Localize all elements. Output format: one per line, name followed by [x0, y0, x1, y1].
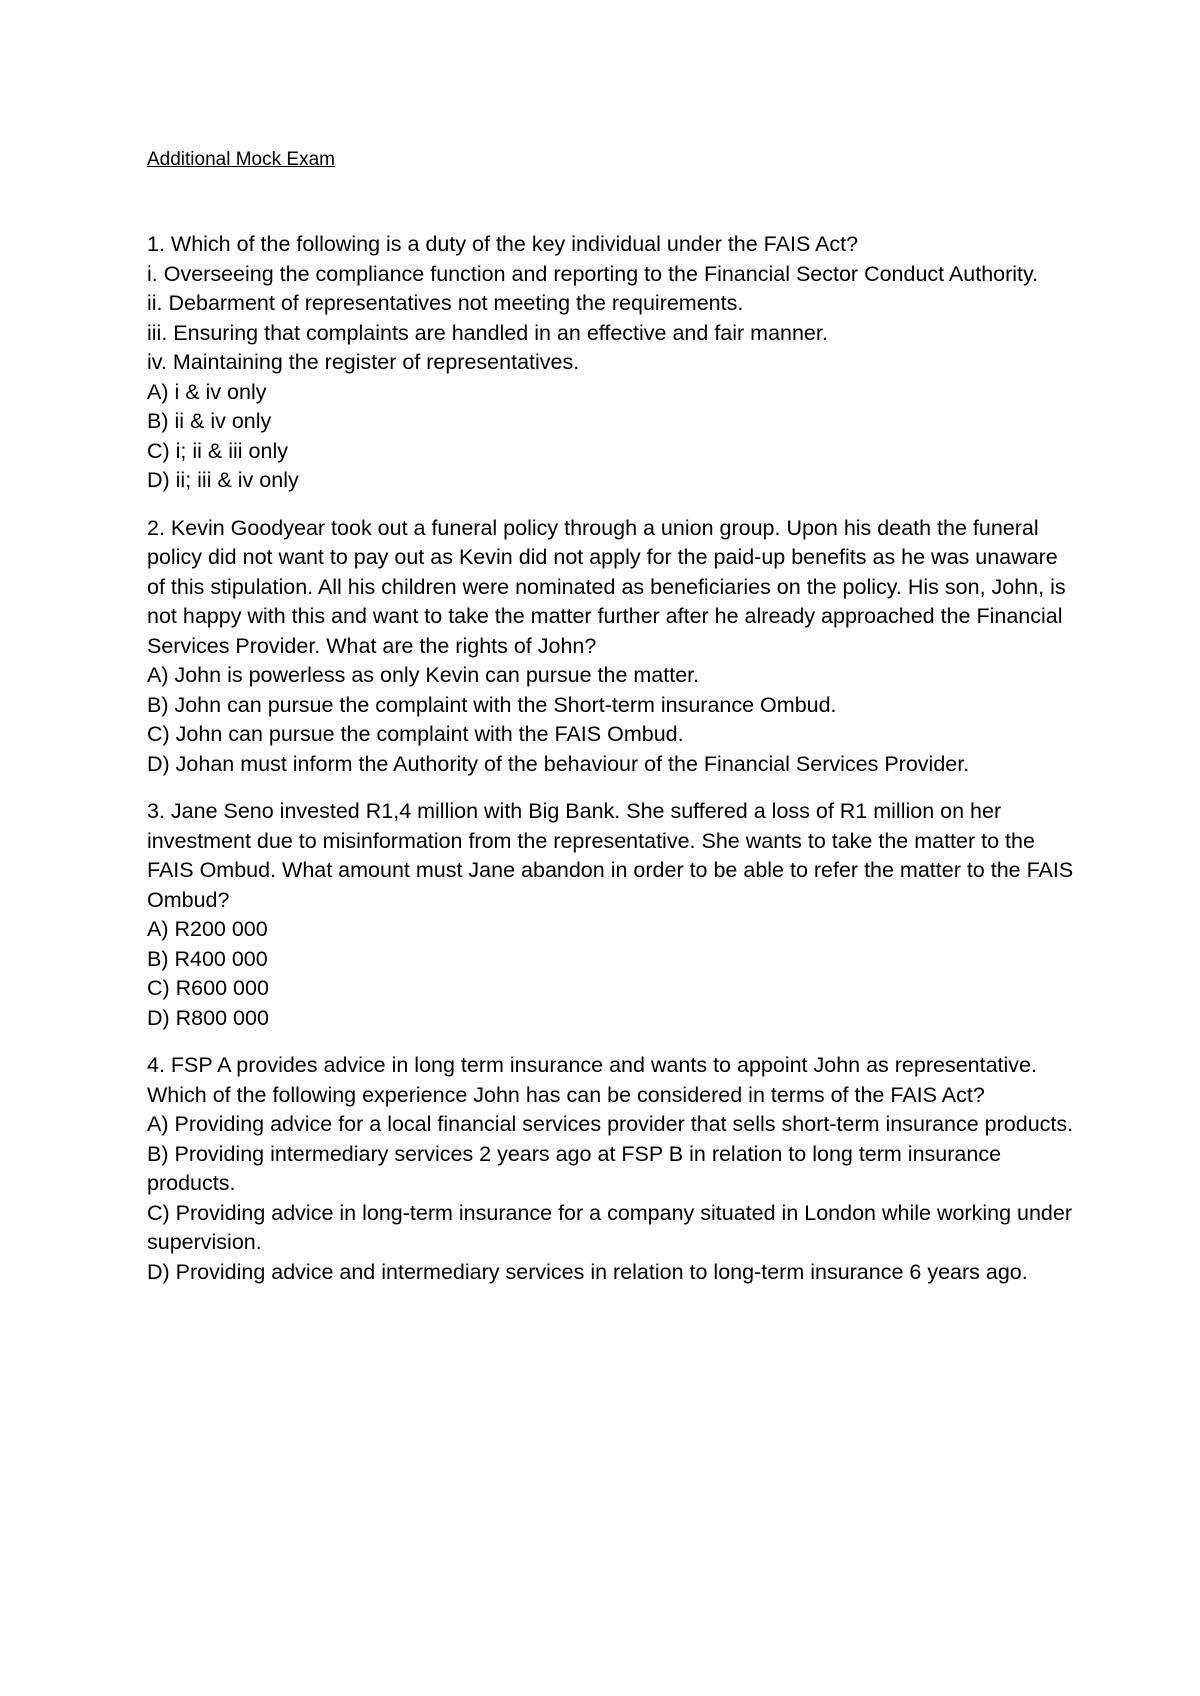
answer-option: A) Providing advice for a local financial services provider that sells short-term insurance products.: [147, 1112, 1074, 1136]
question-text: 4. FSP A provides advice in long term insurance and wants to appoint John as representative. Which of the following experience John has can be considered in terms of the FAIS Act?: [147, 1053, 1037, 1107]
statement-item: iii. Ensuring that complaints are handled in an effective and fair manner.: [147, 320, 828, 345]
answer-option: C) R600 000: [147, 976, 269, 1000]
statement-item: iv. Maintaining the register of representatives.: [147, 350, 580, 374]
document-content: [147, 146, 1077, 1305]
answer-option: D) ii; iii & iv only: [147, 468, 299, 492]
statement-item: ii. Debarment of representatives not meeting the requirements.: [147, 291, 744, 315]
answer-option: A) R200 000: [147, 917, 268, 941]
question-text: 2. Kevin Goodyear took out a funeral policy through a union group. Upon his death the funeral policy did not want to pay out as Kevin did not apply for the paid-up benefits as he was unaware of this stipulation. All his children were nominated as beneficiaries on the policy. His son, John, is not happy with this and want to take the matter further after he already approached the Financial Services Provider. What are the rights of John?: [147, 515, 1066, 658]
answer-option: B) John can pursue the complaint with the Short-term insurance Ombud.: [147, 692, 837, 717]
document-title: Additional Mock Exam: [147, 149, 335, 170]
answer-option: D) R800 000: [147, 1005, 269, 1030]
answer-option: A) i & iv only: [147, 379, 267, 404]
answer-option: D) Johan must inform the Authority of the behaviour of the Financial Services Provider.: [147, 751, 970, 776]
answer-option: B) Providing intermediary services 2 years ago at FSP B in relation to long term insurance products.: [147, 1141, 1002, 1195]
question-4: [147, 1051, 1077, 1287]
question-1: [147, 230, 1077, 496]
question-2: [147, 514, 1077, 780]
answer-option: C) John can pursue the complaint with the FAIS Ombud.: [147, 722, 684, 746]
answer-option: B) ii & iv only: [147, 409, 272, 433]
answer-option: B) R400 000: [147, 946, 268, 971]
question-3: [147, 797, 1077, 1033]
answer-option: C) Providing advice in long-term insurance for a company situated in London while working under supervision.: [147, 1200, 1072, 1254]
question-text: 1. Which of the following is a duty of the key individual under the FAIS Act?: [147, 232, 859, 256]
answer-option: C) i; ii & iii only: [147, 438, 288, 463]
answer-option: D) Providing advice and intermediary services in relation to long-term insurance 6 years ago.: [147, 1259, 1028, 1284]
question-text: 3. Jane Seno invested R1,4 million with Big Bank. She suffered a loss of R1 million on her investment due to misinformation from the representative. She wants to take the matter to the FAIS Ombud. What amount must Jane abandon in order to be able to refer the matter to the FAIS Ombud?: [147, 799, 1074, 912]
statement-item: i. Overseeing the compliance function and reporting to the Financial Sector Conduct Authority.: [147, 261, 1039, 286]
answer-option: A) John is powerless as only Kevin can pursue the matter.: [147, 663, 700, 687]
